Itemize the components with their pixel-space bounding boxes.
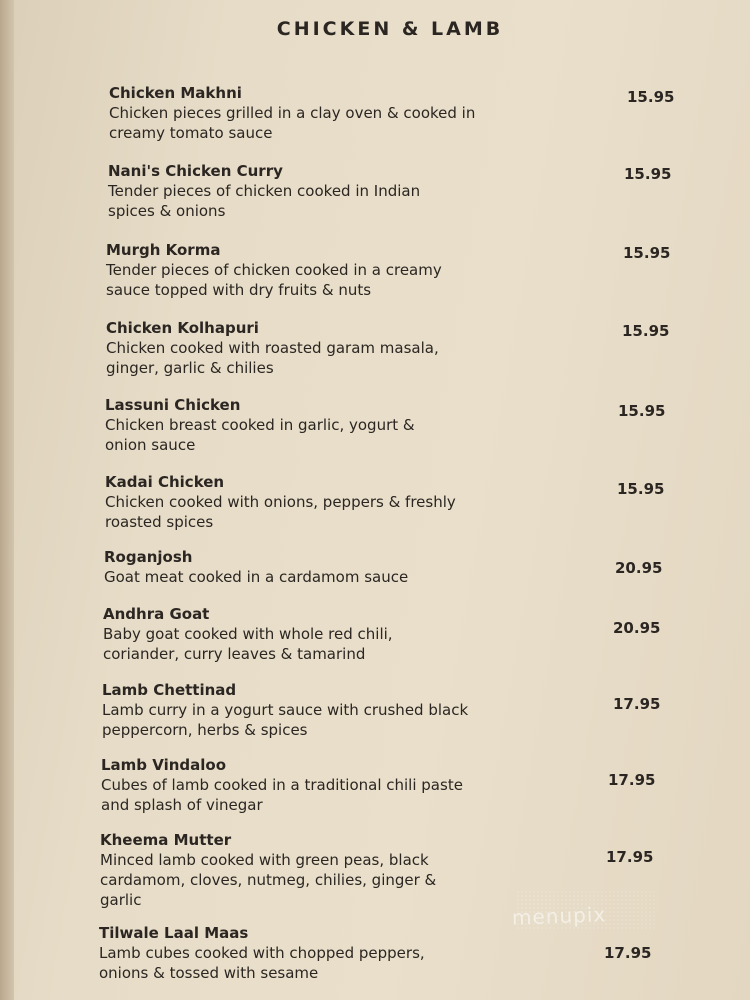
- item-price: 15.95: [623, 244, 671, 262]
- item-name: Lamb Chettinad: [102, 681, 237, 699]
- item-description: Goat meat cooked in a cardamom sauce: [104, 568, 409, 586]
- item-price: 15.95: [627, 88, 675, 106]
- item-name: Chicken Makhni: [109, 84, 242, 102]
- item-description: Cubes of lamb cooked in a traditional chili paste and splash of vinegar: [101, 776, 463, 814]
- item-description: Baby goat cooked with whole red chili, coriander, curry leaves & tamarind: [103, 625, 393, 663]
- item-price: 20.95: [615, 559, 663, 577]
- item-name: Nani's Chicken Curry: [108, 162, 283, 180]
- item-price: 17.95: [608, 771, 656, 789]
- menu-item: [105, 473, 625, 532]
- item-price: 15.95: [622, 322, 670, 340]
- page-fold-shadow: [0, 0, 14, 1000]
- menu-item: [104, 548, 624, 587]
- item-description: Chicken breast cooked in garlic, yogurt & onion sauce: [105, 416, 415, 454]
- item-name: Murgh Korma: [106, 241, 221, 259]
- item-price: 17.95: [604, 944, 652, 962]
- menu-item: [109, 84, 629, 143]
- menu-item: [108, 162, 628, 221]
- item-price: 15.95: [624, 165, 672, 183]
- item-name: Kadai Chicken: [105, 473, 225, 491]
- item-name: Andhra Goat: [103, 605, 210, 623]
- item-price: 17.95: [606, 848, 654, 866]
- item-price: 17.95: [613, 695, 661, 713]
- menu-item: [103, 605, 623, 664]
- menu-item: [99, 924, 619, 983]
- menu-item: [105, 396, 625, 455]
- menu-item: [102, 681, 622, 740]
- menu-item: [101, 756, 621, 815]
- menu-item: [106, 241, 626, 300]
- item-description: Minced lamb cooked with green peas, black cardamom, cloves, nutmeg, chilies, ginger & garlic: [100, 851, 437, 909]
- item-name: Lamb Vindaloo: [101, 756, 227, 774]
- item-name: Lassuni Chicken: [105, 396, 241, 414]
- menu-item: [106, 319, 626, 378]
- item-description: Tender pieces of chicken cooked in Indian spices & onions: [108, 182, 421, 220]
- item-description: Lamb cubes cooked with chopped peppers, onions & tossed with sesame: [99, 944, 425, 982]
- item-description: Lamb curry in a yogurt sauce with crushed black peppercorn, herbs & spices: [102, 701, 469, 739]
- item-description: Chicken cooked with onions, peppers & freshly roasted spices: [105, 493, 456, 531]
- item-price: 15.95: [617, 480, 665, 498]
- item-price: 20.95: [613, 619, 661, 637]
- item-name: Tilwale Laal Maas: [99, 924, 249, 942]
- section-title: CHICKEN & LAMB: [276, 18, 504, 40]
- item-name: Chicken Kolhapuri: [106, 319, 259, 337]
- item-name: Kheema Mutter: [100, 831, 232, 849]
- item-price: 15.95: [618, 402, 666, 420]
- watermark-logo: menupix: [511, 902, 607, 930]
- item-description: Tender pieces of chicken cooked in a creamy sauce topped with dry fruits & nuts: [106, 261, 442, 299]
- item-description: Chicken pieces grilled in a clay oven & cooked in creamy tomato sauce: [109, 104, 476, 142]
- item-name: Roganjosh: [104, 548, 193, 566]
- item-description: Chicken cooked with roasted garam masala, ginger, garlic & chilies: [106, 339, 439, 377]
